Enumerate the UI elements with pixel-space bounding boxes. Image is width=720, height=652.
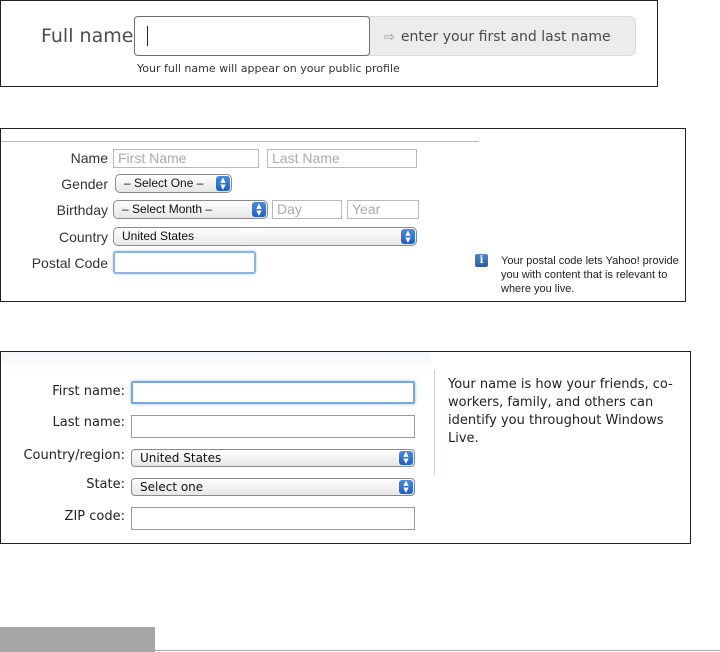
gender-select[interactable] [115, 174, 232, 193]
text-caret [147, 26, 148, 46]
select-arrows-icon: ▲ ▼ [252, 202, 266, 217]
hint-label: enter your first and last name [400, 29, 611, 45]
month-select[interactable] [113, 200, 268, 219]
last-name-label: Last name: [52, 415, 125, 430]
state-label: State: [86, 477, 125, 492]
yahoo-signup-panel [0, 128, 686, 302]
divider [1, 141, 479, 142]
info-icon: i [475, 254, 488, 267]
full-name-input[interactable] [134, 16, 370, 56]
first-name-label: First name: [52, 384, 125, 399]
birthday-label: Birthday [56, 202, 108, 218]
country-select[interactable] [113, 227, 417, 246]
arrow-right-icon: ⇨ [384, 30, 395, 45]
postal-code-input[interactable] [113, 251, 256, 274]
month-select-value: – Select Month – [122, 202, 213, 216]
windows-live-panel [0, 351, 691, 544]
first-name-input[interactable]: First Name [113, 149, 259, 168]
select-arrows-icon: ▲ ▼ [401, 229, 415, 244]
bottom-tab [0, 627, 155, 652]
select-arrows-icon: ▲ ▼ [399, 451, 413, 465]
bottom-line [155, 650, 720, 651]
select-arrows-icon: ▲ ▼ [216, 176, 230, 191]
country-label: Country [58, 229, 108, 245]
zip-code-label: ZIP code: [64, 509, 125, 524]
panel-header [1, 352, 431, 372]
zip-code-input[interactable] [131, 507, 415, 530]
full-name-panel [0, 0, 658, 87]
postal-code-note: Your postal code lets Yahoo! provide you with content that is relevant to where you live. [501, 255, 679, 295]
select-arrows-icon: ▲ ▼ [399, 480, 413, 494]
last-name-input[interactable] [131, 415, 415, 438]
day-input[interactable]: Day [272, 200, 342, 219]
last-name-input[interactable]: Last Name [267, 149, 417, 168]
year-input[interactable]: Year [347, 200, 419, 219]
state-select[interactable] [131, 478, 415, 496]
country-region-select[interactable] [131, 449, 415, 467]
gender-select-value: – Select One – [124, 176, 204, 190]
hint-text [384, 29, 611, 45]
country-region-label: Country/region: [23, 448, 125, 463]
country-region-select-value: United States [140, 451, 222, 465]
gender-label: Gender [61, 176, 108, 192]
callout-text: Your name is how your friends, co-workers, family, and others can identify you throughout Windows Live. [448, 377, 673, 446]
postal-code-label: Postal Code [31, 255, 108, 271]
name-label: Name [70, 150, 108, 166]
state-select-value: Select one [140, 480, 204, 494]
full-name-label: Full name [41, 25, 134, 47]
country-select-value: United States [122, 229, 195, 243]
first-name-input[interactable] [131, 381, 415, 404]
helper-text: Your full name will appear on your public profile [137, 62, 400, 75]
